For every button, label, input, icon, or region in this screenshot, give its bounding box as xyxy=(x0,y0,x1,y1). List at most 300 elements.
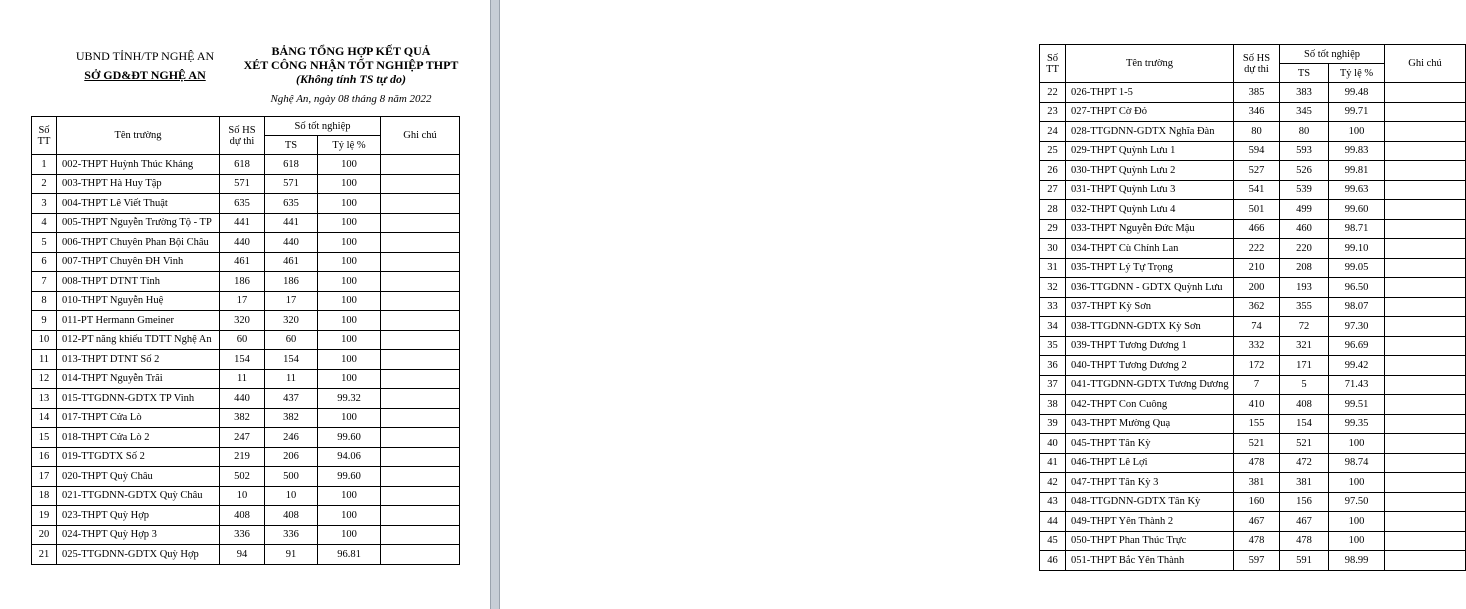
cell-note xyxy=(381,233,460,253)
cell-note xyxy=(381,389,460,409)
cell-note xyxy=(1385,453,1466,473)
cell-candidates: 154 xyxy=(220,350,265,370)
cell-note xyxy=(381,272,460,292)
header-graduates: Số tốt nghiệp xyxy=(265,117,381,136)
cell-stt: 35 xyxy=(1040,336,1066,356)
header-note: Ghi chú xyxy=(381,117,460,155)
cell-stt: 7 xyxy=(32,272,57,292)
cell-graduates: 186 xyxy=(265,272,318,292)
cell-school-name: 004-THPT Lê Viết Thuật xyxy=(57,194,220,214)
cell-note xyxy=(381,506,460,526)
table-row xyxy=(32,233,460,253)
cell-note xyxy=(1385,492,1466,512)
cell-graduates: 206 xyxy=(265,447,318,467)
cell-school-name: 051-THPT Bắc Yên Thành xyxy=(1066,551,1234,571)
cell-school-name: 038-TTGDNN-GDTX Kỳ Sơn xyxy=(1066,317,1234,337)
table-row xyxy=(1040,278,1466,298)
cell-stt: 32 xyxy=(1040,278,1066,298)
cell-rate: 99.83 xyxy=(1329,141,1385,161)
cell-stt: 4 xyxy=(32,213,57,233)
cell-rate: 99.60 xyxy=(318,428,381,448)
cell-school-name: 043-THPT Mường Quạ xyxy=(1066,414,1234,434)
table-row xyxy=(1040,83,1466,103)
cell-stt: 3 xyxy=(32,194,57,214)
cell-graduates: 521 xyxy=(1280,434,1329,454)
cell-school-name: 005-THPT Nguyễn Trường Tộ - TP xyxy=(57,213,220,233)
table-row xyxy=(32,447,460,467)
cell-stt: 31 xyxy=(1040,258,1066,278)
cell-stt: 1 xyxy=(32,155,57,175)
cell-school-name: 024-THPT Quỳ Hợp 3 xyxy=(57,525,220,545)
cell-graduates: 208 xyxy=(1280,258,1329,278)
cell-candidates: 502 xyxy=(220,467,265,487)
cell-candidates: 618 xyxy=(220,155,265,175)
cell-stt: 9 xyxy=(32,311,57,331)
cell-school-name: 035-THPT Lý Tự Trọng xyxy=(1066,258,1234,278)
cell-stt: 18 xyxy=(32,486,57,506)
cell-school-name: 006-THPT Chuyên Phan Bội Châu xyxy=(57,233,220,253)
cell-stt: 42 xyxy=(1040,473,1066,493)
document-date: Nghệ An, ngày 08 tháng 8 năm 2022 xyxy=(270,93,432,105)
cell-stt: 11 xyxy=(32,350,57,370)
cell-candidates: 336 xyxy=(220,525,265,545)
cell-graduates: 336 xyxy=(265,525,318,545)
table-row xyxy=(1040,434,1466,454)
cell-stt: 21 xyxy=(32,545,57,565)
cell-candidates: 7 xyxy=(1234,375,1280,395)
cell-stt: 8 xyxy=(32,291,57,311)
cell-stt: 41 xyxy=(1040,453,1066,473)
cell-stt: 44 xyxy=(1040,512,1066,532)
cell-graduates: 10 xyxy=(265,486,318,506)
cell-note xyxy=(1385,512,1466,532)
cell-rate: 98.99 xyxy=(1329,551,1385,571)
cell-school-name: 023-THPT Quỳ Hợp xyxy=(57,506,220,526)
header-school-name: Tên trường xyxy=(57,117,220,155)
cell-rate: 99.48 xyxy=(1329,83,1385,103)
cell-note xyxy=(1385,161,1466,181)
table-row xyxy=(1040,356,1466,376)
cell-graduates: 60 xyxy=(265,330,318,350)
cell-graduates: 193 xyxy=(1280,278,1329,298)
cell-candidates: 441 xyxy=(220,213,265,233)
cell-rate: 98.07 xyxy=(1329,297,1385,317)
cell-stt: 46 xyxy=(1040,551,1066,571)
cell-candidates: 155 xyxy=(1234,414,1280,434)
cell-candidates: 408 xyxy=(220,506,265,526)
cell-stt: 2 xyxy=(32,174,57,194)
cell-rate: 99.35 xyxy=(1329,414,1385,434)
cell-school-name: 026-THPT 1-5 xyxy=(1066,83,1234,103)
cell-candidates: 382 xyxy=(220,408,265,428)
cell-rate: 100 xyxy=(318,291,381,311)
cell-rate: 100 xyxy=(1329,512,1385,532)
cell-school-name: 041-TTGDNN-GDTX Tương Dương xyxy=(1066,375,1234,395)
page-divider xyxy=(490,0,500,609)
cell-note xyxy=(1385,434,1466,454)
table-row xyxy=(1040,297,1466,317)
cell-note xyxy=(1385,122,1466,142)
cell-stt: 15 xyxy=(32,428,57,448)
department-name: SỞ GD&ĐT NGHỆ AN xyxy=(84,68,206,82)
cell-graduates: 478 xyxy=(1280,531,1329,551)
cell-graduates: 345 xyxy=(1280,102,1329,122)
cell-candidates: 527 xyxy=(1234,161,1280,181)
cell-candidates: 521 xyxy=(1234,434,1280,454)
cell-school-name: 030-THPT Quỳnh Lưu 2 xyxy=(1066,161,1234,181)
cell-stt: 22 xyxy=(1040,83,1066,103)
cell-school-name: 013-THPT DTNT Số 2 xyxy=(57,350,220,370)
table-header xyxy=(32,117,460,155)
cell-candidates: 320 xyxy=(220,311,265,331)
table-row xyxy=(1040,551,1466,571)
cell-candidates: 10 xyxy=(220,486,265,506)
table-row xyxy=(1040,473,1466,493)
cell-school-name: 027-THPT Cờ Đỏ xyxy=(1066,102,1234,122)
cell-candidates: 74 xyxy=(1234,317,1280,337)
agency-name: UBND TỈNH/TP NGHỆ AN xyxy=(75,49,215,63)
table-row xyxy=(32,350,460,370)
cell-candidates: 467 xyxy=(1234,512,1280,532)
table-row xyxy=(1040,531,1466,551)
table-row xyxy=(32,369,460,389)
cell-graduates: 220 xyxy=(1280,239,1329,259)
cell-rate: 100 xyxy=(1329,434,1385,454)
cell-graduates: 171 xyxy=(1280,356,1329,376)
header-graduates: Số tốt nghiệp xyxy=(1280,45,1385,64)
table-row xyxy=(32,272,460,292)
cell-rate: 100 xyxy=(318,213,381,233)
cell-rate: 100 xyxy=(318,311,381,331)
table-row xyxy=(32,389,460,409)
cell-school-name: 014-THPT Nguyễn Trãi xyxy=(57,369,220,389)
document-title-line1: BẢNG TỔNG HỢP KẾT QUẢ xyxy=(271,44,431,58)
cell-school-name: 021-TTGDNN-GDTX Quỳ Châu xyxy=(57,486,220,506)
cell-graduates: 5 xyxy=(1280,375,1329,395)
cell-rate: 99.63 xyxy=(1329,180,1385,200)
cell-stt: 36 xyxy=(1040,356,1066,376)
table-body-right xyxy=(1040,83,1466,571)
table-row xyxy=(32,486,460,506)
cell-rate: 100 xyxy=(1329,473,1385,493)
cell-stt: 29 xyxy=(1040,219,1066,239)
cell-note xyxy=(1385,141,1466,161)
cell-note xyxy=(1385,356,1466,376)
cell-school-name: 037-THPT Kỳ Sơn xyxy=(1066,297,1234,317)
table-row xyxy=(32,194,460,214)
table-row xyxy=(1040,161,1466,181)
cell-candidates: 346 xyxy=(1234,102,1280,122)
table-row xyxy=(32,252,460,272)
cell-graduates: 500 xyxy=(265,467,318,487)
cell-candidates: 381 xyxy=(1234,473,1280,493)
table-row xyxy=(32,525,460,545)
cell-candidates: 186 xyxy=(220,272,265,292)
header-candidates: Số HS dự thi xyxy=(1234,45,1280,83)
table-row xyxy=(1040,492,1466,512)
cell-school-name: 015-TTGDNN-GDTX TP Vinh xyxy=(57,389,220,409)
cell-note xyxy=(1385,258,1466,278)
cell-stt: 39 xyxy=(1040,414,1066,434)
cell-school-name: 050-THPT Phan Thúc Trực xyxy=(1066,531,1234,551)
cell-note xyxy=(1385,239,1466,259)
cell-stt: 45 xyxy=(1040,531,1066,551)
header-stt: Số TT xyxy=(1040,45,1066,83)
cell-stt: 43 xyxy=(1040,492,1066,512)
table-row xyxy=(1040,453,1466,473)
cell-note xyxy=(1385,83,1466,103)
cell-candidates: 219 xyxy=(220,447,265,467)
cell-school-name: 018-THPT Cửa Lò 2 xyxy=(57,428,220,448)
cell-school-name: 032-THPT Quỳnh Lưu 4 xyxy=(1066,200,1234,220)
table-row xyxy=(1040,102,1466,122)
cell-school-name: 020-THPT Quỳ Châu xyxy=(57,467,220,487)
cell-candidates: 247 xyxy=(220,428,265,448)
cell-note xyxy=(381,155,460,175)
table-row xyxy=(32,155,460,175)
cell-rate: 100 xyxy=(318,194,381,214)
cell-note xyxy=(1385,102,1466,122)
cell-rate: 99.42 xyxy=(1329,356,1385,376)
cell-candidates: 60 xyxy=(220,330,265,350)
cell-school-name: 033-THPT Nguyễn Đức Mậu xyxy=(1066,219,1234,239)
cell-school-name: 007-THPT Chuyên ĐH Vinh xyxy=(57,252,220,272)
cell-note xyxy=(1385,551,1466,571)
header-stt: Số TT xyxy=(32,117,57,155)
cell-candidates: 80 xyxy=(1234,122,1280,142)
cell-graduates: 460 xyxy=(1280,219,1329,239)
cell-candidates: 594 xyxy=(1234,141,1280,161)
cell-note xyxy=(381,350,460,370)
cell-school-name: 010-THPT Nguyễn Huệ xyxy=(57,291,220,311)
cell-school-name: 011-PT Hermann Gmeiner xyxy=(57,311,220,331)
cell-note xyxy=(1385,375,1466,395)
cell-note xyxy=(1385,531,1466,551)
table-row xyxy=(32,311,460,331)
document-page-right xyxy=(500,0,1442,609)
table-row xyxy=(32,330,460,350)
cell-stt: 12 xyxy=(32,369,57,389)
cell-rate: 99.60 xyxy=(318,467,381,487)
cell-graduates: 383 xyxy=(1280,83,1329,103)
header-ts: TS xyxy=(265,136,318,155)
cell-stt: 38 xyxy=(1040,395,1066,415)
cell-rate: 97.30 xyxy=(1329,317,1385,337)
cell-school-name: 028-TTGDNN-GDTX Nghĩa Đàn xyxy=(1066,122,1234,142)
table-row xyxy=(1040,239,1466,259)
table-row xyxy=(1040,200,1466,220)
cell-graduates: 381 xyxy=(1280,473,1329,493)
cell-rate: 100 xyxy=(318,174,381,194)
cell-school-name: 002-THPT Huỳnh Thúc Kháng xyxy=(57,155,220,175)
cell-candidates: 410 xyxy=(1234,395,1280,415)
cell-rate: 97.50 xyxy=(1329,492,1385,512)
cell-school-name: 047-THPT Tân Kỳ 3 xyxy=(1066,473,1234,493)
cell-graduates: 382 xyxy=(265,408,318,428)
cell-note xyxy=(381,311,460,331)
table-row xyxy=(1040,512,1466,532)
cell-rate: 98.71 xyxy=(1329,219,1385,239)
cell-school-name: 046-THPT Lê Lợi xyxy=(1066,453,1234,473)
cell-note xyxy=(1385,180,1466,200)
cell-school-name: 031-THPT Quỳnh Lưu 3 xyxy=(1066,180,1234,200)
cell-stt: 37 xyxy=(1040,375,1066,395)
cell-note xyxy=(381,330,460,350)
cell-candidates: 332 xyxy=(1234,336,1280,356)
cell-stt: 13 xyxy=(32,389,57,409)
document-title-line2: XÉT CÔNG NHẬN TỐT NGHIỆP THPT xyxy=(243,58,459,72)
cell-graduates: 321 xyxy=(1280,336,1329,356)
cell-note xyxy=(1385,395,1466,415)
cell-rate: 99.32 xyxy=(318,389,381,409)
cell-graduates: 593 xyxy=(1280,141,1329,161)
cell-stt: 23 xyxy=(1040,102,1066,122)
cell-note xyxy=(381,525,460,545)
cell-stt: 17 xyxy=(32,467,57,487)
cell-graduates: 539 xyxy=(1280,180,1329,200)
table-row xyxy=(1040,336,1466,356)
table-row xyxy=(32,408,460,428)
cell-graduates: 80 xyxy=(1280,122,1329,142)
cell-rate: 99.05 xyxy=(1329,258,1385,278)
cell-school-name: 008-THPT DTNT Tỉnh xyxy=(57,272,220,292)
cell-rate: 94.06 xyxy=(318,447,381,467)
cell-graduates: 91 xyxy=(265,545,318,565)
cell-school-name: 036-TTGDNN - GDTX Quỳnh Lưu xyxy=(1066,278,1234,298)
cell-school-name: 017-THPT Cửa Lò xyxy=(57,408,220,428)
cell-rate: 99.51 xyxy=(1329,395,1385,415)
table-row xyxy=(32,467,460,487)
cell-note xyxy=(1385,219,1466,239)
document-subtitle: (Không tính TS tự do) xyxy=(296,72,406,86)
cell-candidates: 466 xyxy=(1234,219,1280,239)
cell-graduates: 635 xyxy=(265,194,318,214)
table-body-left xyxy=(32,155,460,565)
cell-graduates: 441 xyxy=(265,213,318,233)
cell-note xyxy=(381,408,460,428)
cell-rate: 100 xyxy=(1329,531,1385,551)
table-row xyxy=(1040,258,1466,278)
cell-graduates: 571 xyxy=(265,174,318,194)
cell-note xyxy=(1385,336,1466,356)
cell-school-name: 045-THPT Tân Kỳ xyxy=(1066,434,1234,454)
cell-graduates: 17 xyxy=(265,291,318,311)
cell-rate: 100 xyxy=(318,272,381,292)
results-table-right xyxy=(1039,44,1466,571)
cell-candidates: 597 xyxy=(1234,551,1280,571)
cell-stt: 10 xyxy=(32,330,57,350)
cell-rate: 100 xyxy=(318,233,381,253)
cell-note xyxy=(381,213,460,233)
cell-school-name: 048-TTGDNN-GDTX Tân Kỳ xyxy=(1066,492,1234,512)
cell-graduates: 499 xyxy=(1280,200,1329,220)
table-row xyxy=(1040,180,1466,200)
cell-note xyxy=(1385,297,1466,317)
cell-candidates: 11 xyxy=(220,369,265,389)
table-row xyxy=(1040,414,1466,434)
cell-school-name: 049-THPT Yên Thành 2 xyxy=(1066,512,1234,532)
cell-graduates: 72 xyxy=(1280,317,1329,337)
table-row xyxy=(1040,141,1466,161)
header-rate: Tỷ lệ % xyxy=(318,136,381,155)
cell-note xyxy=(381,428,460,448)
cell-stt: 24 xyxy=(1040,122,1066,142)
cell-candidates: 385 xyxy=(1234,83,1280,103)
header-note: Ghi chú xyxy=(1385,45,1466,83)
cell-graduates: 437 xyxy=(265,389,318,409)
cell-candidates: 478 xyxy=(1234,453,1280,473)
table-row xyxy=(32,174,460,194)
table-row xyxy=(1040,317,1466,337)
header-school-name: Tên trường xyxy=(1066,45,1234,83)
cell-graduates: 355 xyxy=(1280,297,1329,317)
cell-note xyxy=(381,291,460,311)
cell-stt: 26 xyxy=(1040,161,1066,181)
cell-stt: 40 xyxy=(1040,434,1066,454)
cell-stt: 16 xyxy=(32,447,57,467)
cell-rate: 96.81 xyxy=(318,545,381,565)
cell-note xyxy=(1385,473,1466,493)
cell-stt: 27 xyxy=(1040,180,1066,200)
cell-note xyxy=(1385,278,1466,298)
cell-rate: 99.10 xyxy=(1329,239,1385,259)
cell-stt: 6 xyxy=(32,252,57,272)
cell-stt: 19 xyxy=(32,506,57,526)
cell-rate: 96.50 xyxy=(1329,278,1385,298)
cell-graduates: 618 xyxy=(265,155,318,175)
cell-note xyxy=(381,467,460,487)
cell-candidates: 172 xyxy=(1234,356,1280,376)
cell-candidates: 571 xyxy=(220,174,265,194)
cell-rate: 100 xyxy=(318,252,381,272)
cell-candidates: 222 xyxy=(1234,239,1280,259)
cell-rate: 99.60 xyxy=(1329,200,1385,220)
header-rate: Tỷ lệ % xyxy=(1329,64,1385,83)
cell-candidates: 94 xyxy=(220,545,265,565)
cell-rate: 100 xyxy=(318,408,381,428)
cell-rate: 96.69 xyxy=(1329,336,1385,356)
cell-stt: 30 xyxy=(1040,239,1066,259)
cell-rate: 100 xyxy=(318,330,381,350)
cell-candidates: 440 xyxy=(220,233,265,253)
cell-graduates: 11 xyxy=(265,369,318,389)
table-row xyxy=(1040,219,1466,239)
cell-school-name: 025-TTGDNN-GDTX Quỳ Hợp xyxy=(57,545,220,565)
table-row xyxy=(32,291,460,311)
cell-graduates: 154 xyxy=(1280,414,1329,434)
cell-note xyxy=(381,447,460,467)
cell-school-name: 003-THPT Hà Huy Tập xyxy=(57,174,220,194)
cell-stt: 14 xyxy=(32,408,57,428)
cell-school-name: 040-THPT Tương Dương 2 xyxy=(1066,356,1234,376)
cell-stt: 28 xyxy=(1040,200,1066,220)
cell-graduates: 461 xyxy=(265,252,318,272)
cell-note xyxy=(381,194,460,214)
cell-graduates: 467 xyxy=(1280,512,1329,532)
cell-note xyxy=(1385,317,1466,337)
cell-candidates: 440 xyxy=(220,389,265,409)
cell-graduates: 320 xyxy=(265,311,318,331)
cell-rate: 100 xyxy=(318,525,381,545)
cell-note xyxy=(381,252,460,272)
cell-school-name: 039-THPT Tương Dương 1 xyxy=(1066,336,1234,356)
cell-rate: 100 xyxy=(1329,122,1385,142)
cell-candidates: 17 xyxy=(220,291,265,311)
cell-graduates: 246 xyxy=(265,428,318,448)
cell-school-name: 019-TTGDTX Số 2 xyxy=(57,447,220,467)
cell-note xyxy=(381,174,460,194)
cell-candidates: 478 xyxy=(1234,531,1280,551)
